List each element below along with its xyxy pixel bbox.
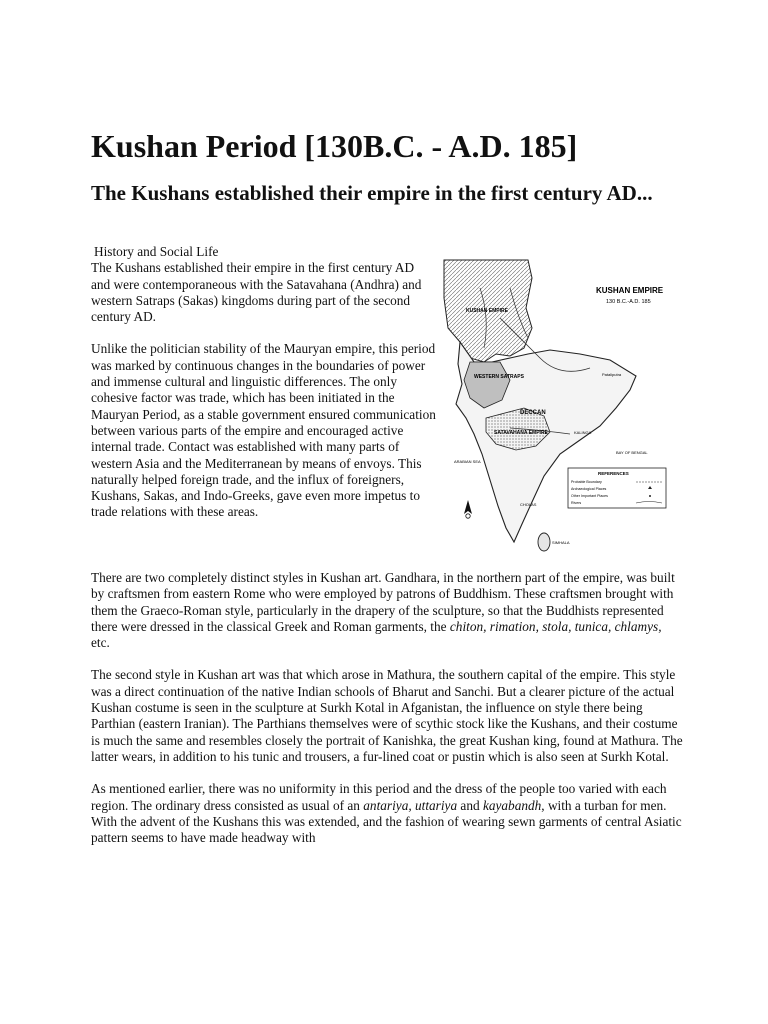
map-label-bay-of-bengal: BAY OF BENGAL — [616, 450, 648, 455]
legend-item: Other Important Places — [571, 494, 608, 498]
map-dates: 130 B.C.-A.D. 185 — [606, 299, 651, 305]
map-label-western-satraps: WESTERN SATRAPS — [474, 374, 524, 380]
north-arrow-icon — [464, 500, 472, 514]
body-text — [91, 570, 683, 862]
paragraph-gandhara: There are two completely distinct styles in Kushan art. Gandhara, in the northern part of the empire, was built by craftsmen from eastern Rome who were employed by patrons of Buddhism. These craftsmen brought with them the Graeco-Roman style, particularly in the drapery of the sculpture, so that the Buddhists represented there were dressed in the classical Greek and Roman garments, the chiton, rimation, stola, tunica, chlamys, etc. — [91, 570, 675, 651]
map-label-cholas: CHOLAS — [520, 502, 537, 507]
map-label-satavahana: SATAVAHANA EMPIRE — [494, 430, 548, 436]
legend-item: Rivers — [571, 501, 582, 505]
map-label-arabian-sea: ARABIAN SEA — [454, 459, 481, 464]
paragraph-intro: The Kushans established their empire in the first century AD and were contemporaneous with the Satavahana (Andhra) and western Satraps (Sakas) kingdoms during part of the second century AD. — [91, 260, 422, 325]
paragraph-dress: As mentioned earlier, there was no uniformity in this period and the dress of the people too varied with each region. The ordinary dress consisted as usual of an antariya, uttariya and kayabandh, with a turban for men. With the advent of the Kushans this was extended, and the fashion of wearing sewn garments of central Asiatic pattern seems to have made headway with — [91, 781, 682, 846]
map-label-pataliputra: Pataliputra — [602, 372, 622, 377]
map-label-kalinga: KALINGA — [574, 430, 592, 435]
paragraph-mauryan: Unlike the politician stability of the Mauryan empire, this period was marked by continuous changes in the boundaries of power and immense cultural and linguistic differences. The only cohesive factor was trade, which has been initiated in the Mauryan Period, as a stable government ensured communication between various parts of the empire and encouraged active internal trade. Contact was established with many parts of western Asia and the Mediterranean by means of envoys. This naturally helped foreign trade, and the influx of foreigners, Kushans, Sakas, and Indo-Greeks, gave even more impetus to trade relations with these areas. — [91, 341, 436, 520]
legend-item: Probable Boundary — [571, 480, 602, 484]
map-label-simhala: SIMHALA — [552, 540, 570, 545]
page-title: Kushan Period [130B.C. - A.D. 185] — [91, 128, 578, 164]
map-label-deccan: DECCAN — [520, 410, 546, 416]
kushan-empire-map — [440, 258, 672, 552]
map-legend — [568, 468, 666, 508]
simhala-island — [538, 533, 550, 551]
intro-text-column — [91, 244, 436, 521]
section-label: History and Social Life — [94, 244, 219, 259]
map-title: KUSHAN EMPIRE — [596, 286, 664, 295]
map-label-kushan: KUSHAN EMPIRE — [466, 308, 508, 314]
legend-item: Archaeological Places — [571, 487, 607, 491]
legend-title: REFERENCES — [598, 471, 629, 476]
paragraph-mathura: The second style in Kushan art was that which arose in Mathura, the southern capital of the empire. This style was a direct continuation of the native Indian schools of Bharut and Sanchi. But a clearer picture of the actual Kushan costume is seen in the sculpture at Surkh Kotal in Afganistan, the influence on style there being Parthian (eastern Iranian). The Parthians themselves were of scythic stock like the Kushans, and their costume is much the same and resembles closely the portrait of Kanishka, the great Kushan king, found at Mathura. The latter wears, in addition to his tunic and trousers, a fur-lined coat or pustin which is also seen at Surkh Kotal. — [91, 667, 683, 764]
page-subtitle: The Kushans established their empire in the first century AD... — [91, 181, 653, 205]
